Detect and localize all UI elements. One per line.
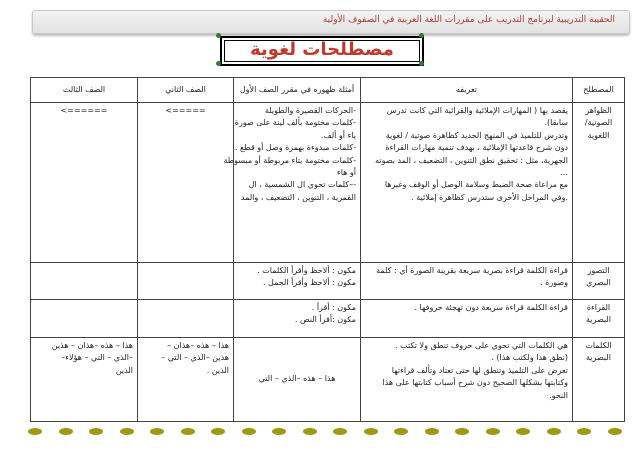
- term-line: التصور: [587, 266, 610, 275]
- corner-dot: [216, 33, 221, 38]
- grade2-line: الذين .: [206, 365, 229, 375]
- corner-dot: [419, 33, 424, 38]
- header-definition: تعريفه: [361, 78, 573, 103]
- decorative-dot: [303, 428, 317, 435]
- decorative-dot: [425, 428, 439, 435]
- grade2-cell: [138, 263, 234, 300]
- definition-line: .وفي المراحل الأخرى ستدرس كظاهرة إملائية .: [411, 192, 568, 202]
- definition-line: تعرض على التلميذ وتنطق لها حتى تعتاد وتألف قراءتها: [391, 365, 568, 375]
- grade2-cell: [138, 300, 234, 338]
- term-line: الظواهر: [585, 106, 612, 115]
- definition-cell: [361, 103, 573, 263]
- decorative-dot: [608, 428, 622, 435]
- definition-line: قراءة الكلمة قراءة بصرية سريعة بقرينة الصورة أي : كلمة: [376, 266, 568, 275]
- grade3-line: الذين: [115, 365, 133, 375]
- grade2-cell: [138, 338, 234, 422]
- decorative-dot: [150, 428, 164, 435]
- grade3-cell: [31, 300, 138, 338]
- decorative-dot: [120, 428, 134, 435]
- decorative-dot: [242, 428, 256, 435]
- term-cell: [573, 300, 625, 338]
- definition-cell: [361, 263, 573, 300]
- term-line: البصرية: [586, 315, 611, 325]
- decorative-dot: [272, 428, 286, 435]
- grade1-line: -كلمات مختومة بتاء مربوطة أو مبسوطة: [223, 155, 356, 165]
- grade1-line: هذا – هذه –الذي – التي: [258, 374, 336, 384]
- decorative-dot: [516, 428, 530, 435]
- grade1-cell: [234, 300, 361, 338]
- grade1-line: -كلمات مختومة بألف لينة على صورة: [234, 118, 356, 128]
- decorative-dot: [364, 428, 378, 435]
- page-title: مصطلحات لغوية: [250, 39, 394, 60]
- title-frame: [220, 36, 424, 66]
- definition-line: مع مراعاة صحة الضبط وسلامة الوصل أو الوقف وغيرها: [384, 180, 568, 190]
- term-cell: [573, 263, 625, 300]
- grade1-cell: [223, 103, 361, 263]
- definition-line: …: [560, 167, 568, 177]
- grade2-line: هذا – هذه –هذان –: [167, 341, 229, 350]
- grade2-cell: [138, 103, 234, 263]
- corner-dot: [216, 61, 221, 66]
- table-row: [31, 338, 625, 422]
- header-banner: [32, 10, 630, 34]
- header-grade1: أمثلة ظهوره في مقرر الصف الأول: [234, 78, 361, 103]
- definition-line: الجهرية، مثل : تحقيق نطق التنوين ، التضعيف ، المد بصوته: [375, 155, 568, 165]
- grade1-cell: [234, 263, 361, 300]
- grade1-line: -الحركات القصيرة والطويلة: [264, 106, 356, 115]
- term-line: البصري: [586, 278, 611, 288]
- grade3-cell: [31, 338, 138, 422]
- decorative-dot: [547, 428, 561, 435]
- definition-line: دون شرح قاعدتها الإملائية ، بهدف تنمية مهارات القراءة: [385, 143, 568, 153]
- definition-line: هي الكلمات التي تحوي على حروف تنطق ولا تكتب .: [395, 341, 568, 350]
- definition-line: سابقا).: [544, 118, 568, 128]
- term-line: الكلمات: [585, 341, 612, 350]
- grade1-line: مكون : ألاحظ وأقرأ الكلمات .: [257, 266, 356, 275]
- header-grade3: الصف الثالث: [31, 78, 138, 103]
- arrow-marker: <=====: [165, 106, 206, 115]
- grade1-line: ياء أو ألف.: [320, 130, 356, 140]
- grade1-line: مكون : ألاحظ وأقرأ الجمل .: [262, 278, 356, 288]
- grade1-cell: [234, 338, 361, 422]
- decorative-dot: [394, 428, 408, 435]
- term-line: القراءة: [586, 303, 611, 312]
- term-cell: [573, 338, 625, 422]
- table-row: [31, 263, 625, 300]
- decorative-dot: [89, 428, 103, 435]
- table-row: [31, 103, 625, 263]
- definition-line: (نطق هذا ولكتب هذا) .: [491, 353, 568, 363]
- grade1-line: مكون :أقرأ النص .: [294, 315, 356, 325]
- definition-cell: [361, 300, 573, 338]
- terms-table: [30, 77, 625, 422]
- decorative-dot: [181, 428, 195, 435]
- header-grade2: الصف الثاني: [138, 78, 234, 103]
- grade1-line: -كلمات مبدوءة بهمزة وصل أو قطع .: [234, 143, 356, 153]
- definition-line: وكتابتها بشكلها الصحيح دون شرح أسباب كتابتها على هذا: [382, 378, 568, 388]
- decorative-dot: [577, 428, 591, 435]
- grade1-line: أو هاء: [336, 167, 356, 177]
- table-header-row: [31, 78, 625, 103]
- header-term: المصطلح: [573, 78, 625, 103]
- decorative-dot: [333, 428, 347, 435]
- grade3-cell: [31, 263, 138, 300]
- grade2-line: هذين –الذي – التي –: [161, 353, 229, 363]
- definition-line: النحو.: [549, 390, 568, 400]
- term-line: الصوتية/: [584, 118, 613, 128]
- grade3-line: هذا – هذه –هذان – هذين: [51, 341, 133, 350]
- definition-line: يقصد بها ( المهارات الإملائية والقرائية التي كانت تدرس: [386, 106, 568, 115]
- decorative-dot: [211, 428, 225, 435]
- grade1-line: -–كلمات تحوي ال الشمسية ، ال: [248, 180, 356, 190]
- term-line: اللغوية: [587, 130, 610, 140]
- table-row: [31, 300, 625, 338]
- banner-text: الحقيبة التدريبية لبرنامج التدريب على مقررات اللغة العربية في الصفوف الأولية: [322, 15, 615, 25]
- grade1-line: مكون : أقرأ .: [311, 303, 356, 312]
- grade3-line: –الذي – التي – هؤلاء–: [61, 353, 133, 363]
- decorative-dot: [28, 428, 42, 435]
- definition-cell: [361, 338, 573, 422]
- decorative-dot: [455, 428, 469, 435]
- corner-dot: [419, 61, 424, 66]
- decorative-dot: [59, 428, 73, 435]
- term-cell: [573, 103, 625, 263]
- grade1-line: القمرية ، التنوين ، التضعيف ، والمد: [240, 192, 356, 202]
- grade3-cell: [31, 103, 138, 263]
- definition-line: قراءة الكلمة قراءة سريعة دون تهجئة حروفها .: [414, 303, 568, 312]
- term-line: البصرية: [586, 353, 611, 363]
- arrow-marker: <======: [60, 106, 108, 115]
- decorative-dot-border: [28, 428, 628, 438]
- decorative-dot: [486, 428, 500, 435]
- definition-line: وتدرس للتلميذ في المنهج الجديد كظاهرة صوتية / لغوية: [385, 130, 568, 140]
- definition-line: وصورة .: [540, 278, 568, 288]
